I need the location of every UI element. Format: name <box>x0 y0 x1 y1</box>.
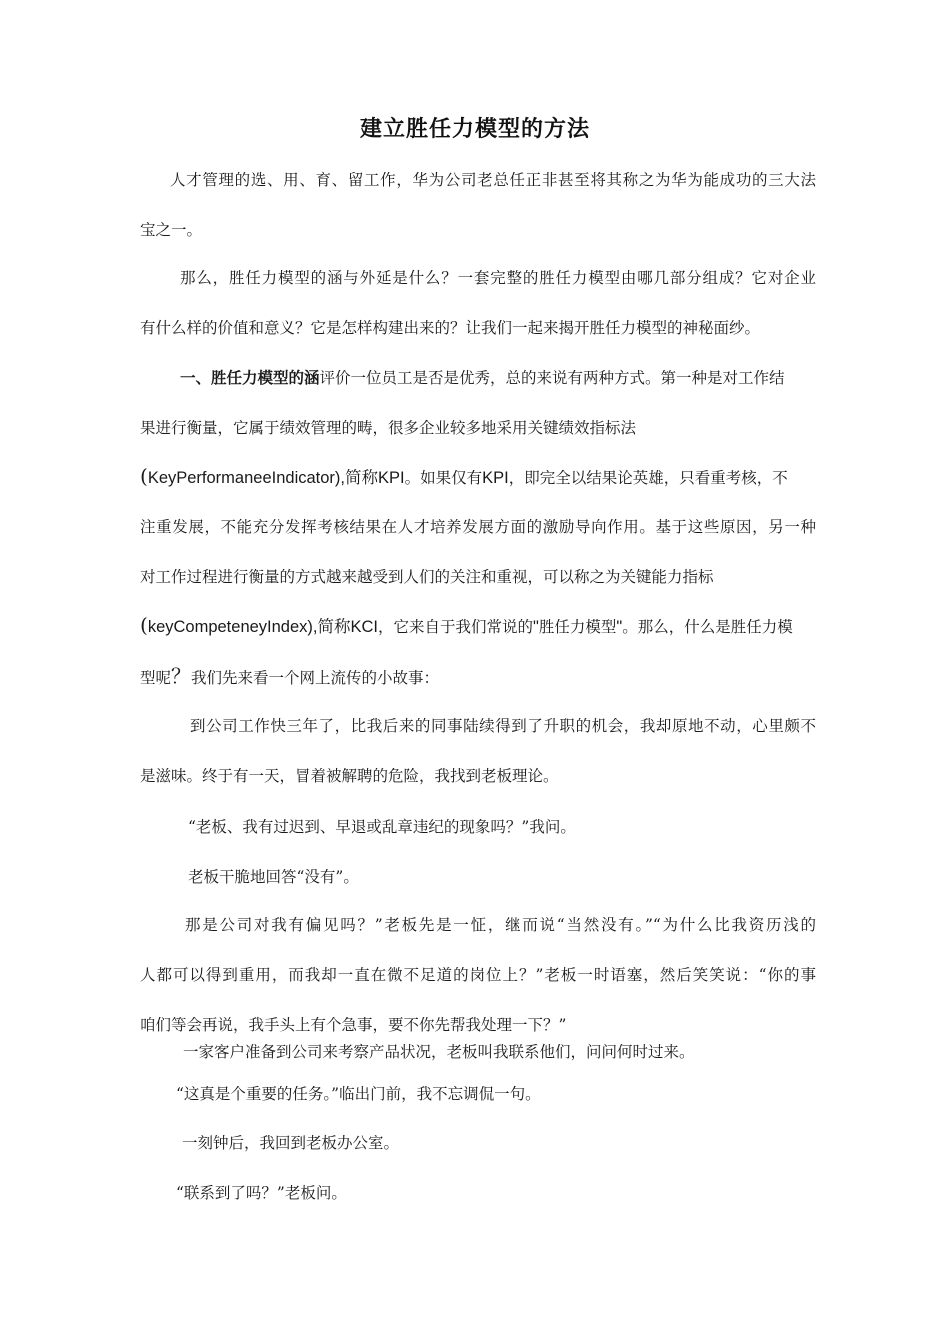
kpi-term: KeyPerformaneeIndicator),简称KPI <box>147 469 405 487</box>
document-title: 建立胜任力模型的方法 <box>359 117 590 142</box>
paragraph-text: 评价一位员工是否是优秀，总的来说有两种方式。第一种是对工作结 <box>319 369 785 387</box>
story-line: 一家客户准备到公司来考察产品状况，老板叫我联系他们，问问何时过来。 <box>183 1043 695 1061</box>
paragraph-text: 我们先来看一个网上流传的小故事： <box>191 669 440 687</box>
open-parenthesis: ( <box>140 464 148 488</box>
quote-mark: " <box>616 618 623 636</box>
paragraph-line: 对工作过程进行衡量的方式越来越受到人们的关注和重视，可以称之为关键能力指标 <box>140 568 714 586</box>
story-line: “这真是个重要的任务。”临出门前，我不忘调侃一句。 <box>176 1085 541 1103</box>
quote-mark: " <box>533 618 539 636</box>
paragraph-line: 有什么样的价值和意义？它是怎样构建出来的？让我们一起来揭开胜任力模型的神秘面纱。 <box>140 319 761 337</box>
paragraph-text: ，即完全以结果论英雄，只看重考核，不 <box>508 469 788 487</box>
paragraph-line: 宝之一。 <box>140 221 203 239</box>
paragraph-line <box>140 464 816 490</box>
paragraph-text: 型呢 <box>140 669 172 687</box>
story-line: 咱们等会再说，我手头上有个急事，要不你先帮我处理一下？” <box>140 1016 567 1034</box>
story-line: 到公司工作快三年了，比我后来的同事陆续得到了升职的机会，我却原地不动，心里颇不 <box>190 717 816 735</box>
open-parenthesis: ( <box>140 613 148 637</box>
kci-term: keyCompeteneyIndex),简称KCI <box>147 618 378 636</box>
paragraph-line: 那么，胜任力模型的涵与外延是什么？一套完整的胜任力模型由哪几部分组成？它对企业 <box>180 269 816 287</box>
paragraph-text: 。如果仅有 <box>404 469 483 487</box>
competency-model-term: 胜任力模型 <box>538 618 617 636</box>
story-line: 是滋味。终于有一天，冒着被解聘的危险，我找到老板理论。 <box>140 767 559 785</box>
paragraph-line <box>140 664 816 690</box>
paragraph-line: 注重发展，不能充分发挥考核结果在人才培养发展方面的激励导向作用。基于这些原因，另一种 <box>140 518 816 536</box>
paragraph-text: ，它来自于我们常说的 <box>378 618 534 636</box>
paragraph-text: 。那么，什么是胜任力模 <box>622 618 793 636</box>
story-line: “老板、我有过迟到、早退或乱章违纪的现象吗？”我问。 <box>188 818 576 836</box>
story-line: “联系到了吗？”老板问。 <box>176 1184 347 1202</box>
section-heading-line <box>180 366 816 390</box>
paragraph-line: 果进行衡量，它属于绩效管理的畴，很多企业较多地采用关键绩效指标法 <box>140 419 637 437</box>
kpi-abbr: KPI <box>482 469 509 487</box>
story-line: 人都可以得到重用，而我却一直在微不足道的岗位上？”老板一时语塞，然后笑笑说：“你的事 <box>140 966 816 984</box>
story-line: 一刻钟后，我回到老板办公室。 <box>182 1134 400 1152</box>
story-line: 老板干脆地回答“没有”。 <box>188 868 359 886</box>
paragraph-line: 人才管理的选、用、育、留工作，华为公司老总任正非甚至将其称之为华为能成功的三大法 <box>170 171 816 189</box>
question-mark: ？ <box>171 664 192 688</box>
story-line: 那是公司对我有偏见吗？”老板先是一怔，继而说“当然没有。”“为什么比我资历浅的 <box>185 916 816 934</box>
paragraph-line <box>140 613 816 639</box>
section-heading: 一、胜任力模型的涵 <box>180 369 320 387</box>
